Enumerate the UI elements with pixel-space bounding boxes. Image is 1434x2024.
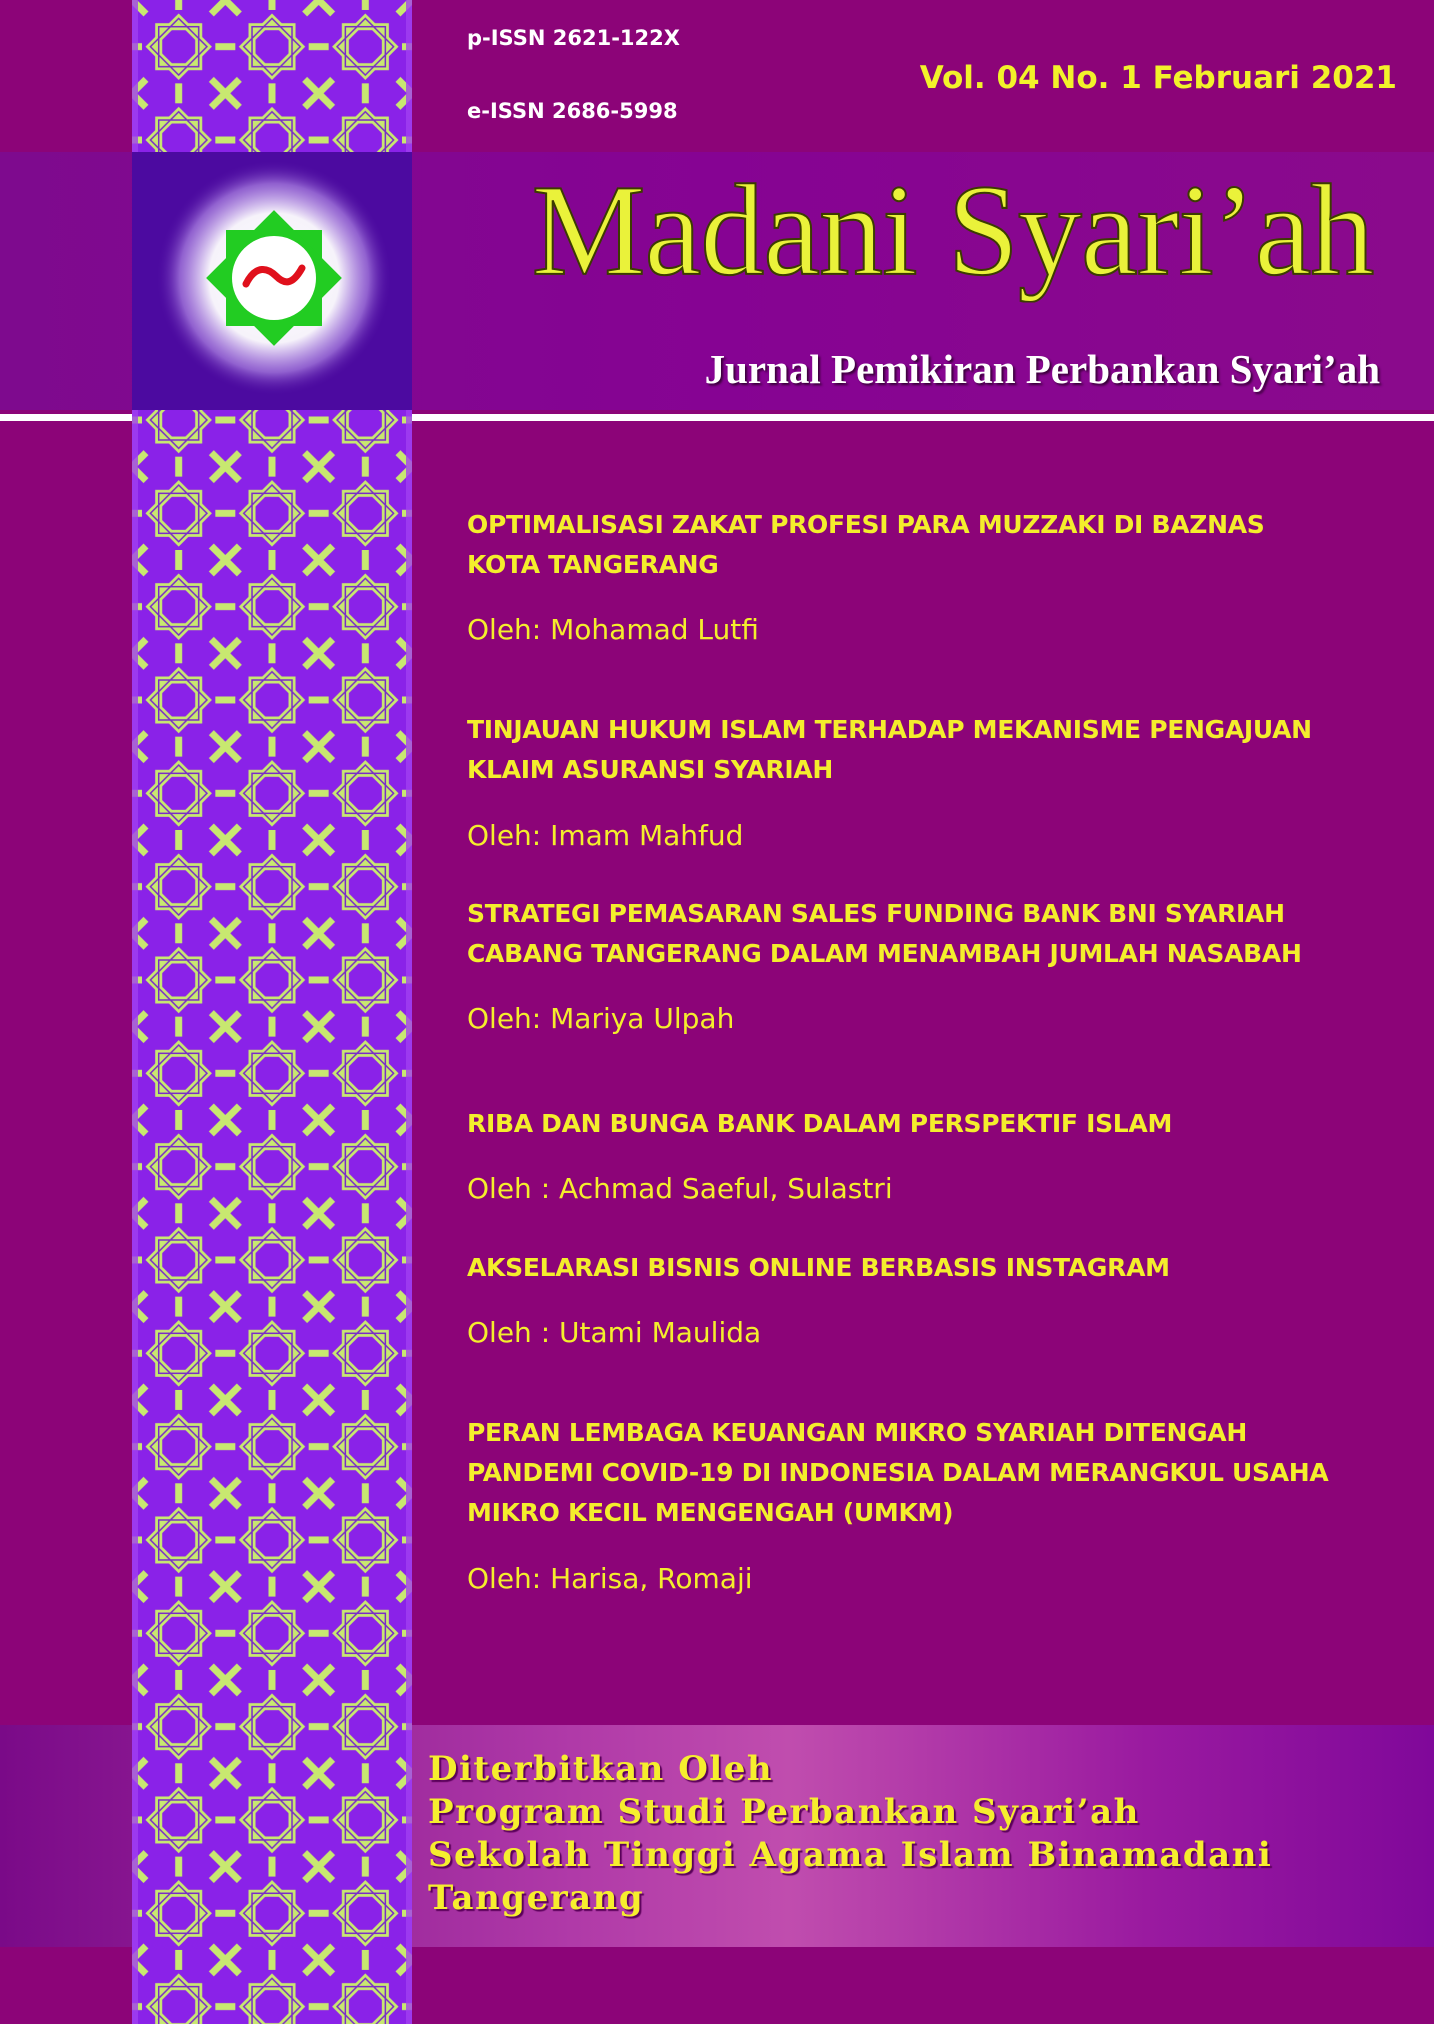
volume-issue: Vol. 04 No. 1 Februari 2021	[919, 60, 1397, 96]
article-title-line: RIBA DAN BUNGA BANK DALAM PERSPEKTIF ISLAM	[467, 1109, 1173, 1138]
article-title-line: PANDEMI COVID-19 DI INDONESIA DALAM MERANGKUL USAHA	[467, 1458, 1329, 1487]
publisher-line: Sekolah Tinggi Agama Islam Binamadani	[428, 1835, 1273, 1875]
article-title-line: AKSELARASI BISNIS ONLINE BERBASIS INSTAGRAM	[467, 1253, 1170, 1282]
article-title-line: PERAN LEMBAGA KEUANGAN MIKRO SYARIAH DITENGAH	[467, 1418, 1247, 1447]
article-title	[467, 1248, 1367, 1288]
publisher-line: Diterbitkan Oleh	[428, 1749, 774, 1789]
article-author: Oleh: Imam Mahfud	[467, 819, 744, 852]
journal-logo-icon	[132, 152, 412, 410]
article-title	[467, 1104, 1367, 1144]
journal-subtitle: Jurnal Pemikiran Perbankan Syari’ah	[704, 346, 1380, 392]
journal-title: Madani Syari’ah	[531, 157, 1374, 303]
article-title	[467, 505, 1367, 585]
journal-logo	[132, 152, 412, 410]
article-author: Oleh: Harisa, Romaji	[467, 1562, 753, 1595]
article-title-line: STRATEGI PEMASARAN SALES FUNDING BANK BNI SYARIAH	[467, 899, 1285, 928]
article-title-line: MIKRO KECIL MENGENGAH (UMKM)	[467, 1498, 954, 1527]
article-title-line: TINJAUAN HUKUM ISLAM TERHADAP MEKANISME PENGAJUAN	[467, 715, 1312, 744]
electronic-issn: e-ISSN 2686-5998	[467, 99, 678, 123]
print-issn: p-ISSN 2621-122X	[467, 26, 680, 50]
article-title-line: OPTIMALISASI ZAKAT PROFESI PARA MUZZAKI DI BAZNAS	[467, 510, 1265, 539]
article-author: Oleh: Mohamad Lutfi	[467, 613, 759, 646]
article-title	[467, 710, 1367, 790]
article-title-line: CABANG TANGERANG DALAM MENAMBAH JUMLAH NASABAH	[467, 939, 1302, 968]
article-title-line: KOTA TANGERANG	[467, 550, 719, 579]
article-author: Oleh : Utami Maulida	[467, 1316, 762, 1349]
article-author: Oleh : Achmad Saeful, Sulastri	[467, 1172, 893, 1205]
article-list	[467, 0, 1367, 1700]
publisher-line: Tangerang	[428, 1878, 645, 1918]
article-title	[467, 894, 1367, 974]
article-author: Oleh: Mariya Ulpah	[467, 1002, 735, 1035]
publisher-line: Program Studi Perbankan Syari’ah	[428, 1792, 1140, 1832]
article-title	[467, 1413, 1367, 1533]
publisher-info	[428, 1748, 1428, 1920]
article-title-line: KLAIM ASURANSI SYARIAH	[467, 755, 834, 784]
